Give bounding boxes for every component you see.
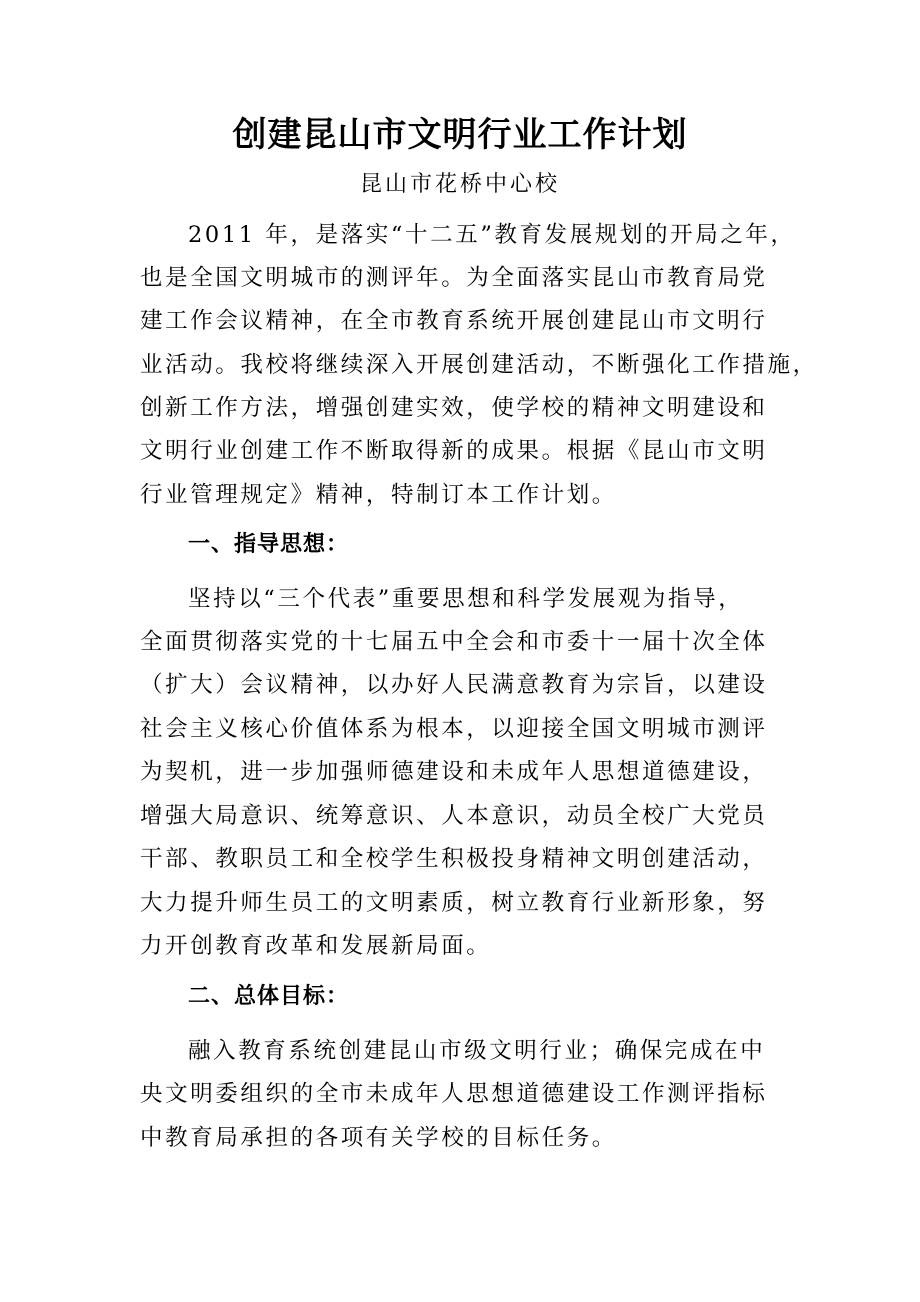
section-line: 社会主义核心价值体系为根本，以迎接全国文明城市测评 — [140, 716, 768, 742]
intro-line: 行业管理规定》精神，特制订本工作计划。 — [140, 482, 617, 508]
section-line: （扩大）会议精神，以办好人民满意教育为宗旨，以建设 — [140, 672, 768, 698]
intro-line: 创新工作方法，增强创建实效，使学校的精神文明建设和 — [140, 395, 768, 421]
intro-line: 业活动。我校将继续深入开展创建活动，不断强化工作措施， — [140, 352, 818, 378]
section-heading-overall-goal: 二、总体目标： — [188, 984, 350, 1009]
section-line: 增强大局意识、统筹意识、人本意识，动员全校广大党员 — [140, 803, 768, 829]
section-line: 央文明委组织的全市未成年人思想道德建设工作测评指标 — [140, 1081, 768, 1107]
section-line: 坚持以“三个代表”重要思想和科学发展观为指导， — [188, 586, 744, 612]
section-line: 干部、教职员工和全校学生积极投身精神文明创建活动， — [140, 846, 768, 872]
intro-line: 建工作会议精神，在全市教育系统开展创建昆山市文明行 — [140, 308, 768, 334]
intro-line: 文明行业创建工作不断取得新的成果。根据《昆山市文明 — [140, 438, 768, 464]
section-line: 融入教育系统创建昆山市级文明行业；确保完成在中 — [188, 1038, 766, 1064]
document-title: 创建昆山市文明行业工作计划 — [232, 115, 688, 155]
intro-line: 也是全国文明城市的测评年。为全面落实昆山市教育局党 — [140, 265, 768, 291]
document-subtitle: 昆山市花桥中心校 — [359, 172, 560, 197]
section-line: 大力提升师生员工的文明素质，树立教育行业新形象，努 — [140, 890, 768, 916]
section-heading-guiding-thought: 一、指导思想： — [188, 532, 350, 557]
section-line: 为契机，进一步加强师德建设和未成年人思想道德建设， — [140, 759, 768, 785]
section-line: 中教育局承担的各项有关学校的目标任务。 — [140, 1125, 617, 1151]
intro-line: 2011 年，是落实“十二五”教育发展规划的开局之年， — [188, 222, 796, 248]
section-line: 全面贯彻落实党的十七届五中全会和市委十一届十次全体 — [140, 629, 768, 655]
section-line: 力开创教育改革和发展新局面。 — [140, 933, 492, 959]
